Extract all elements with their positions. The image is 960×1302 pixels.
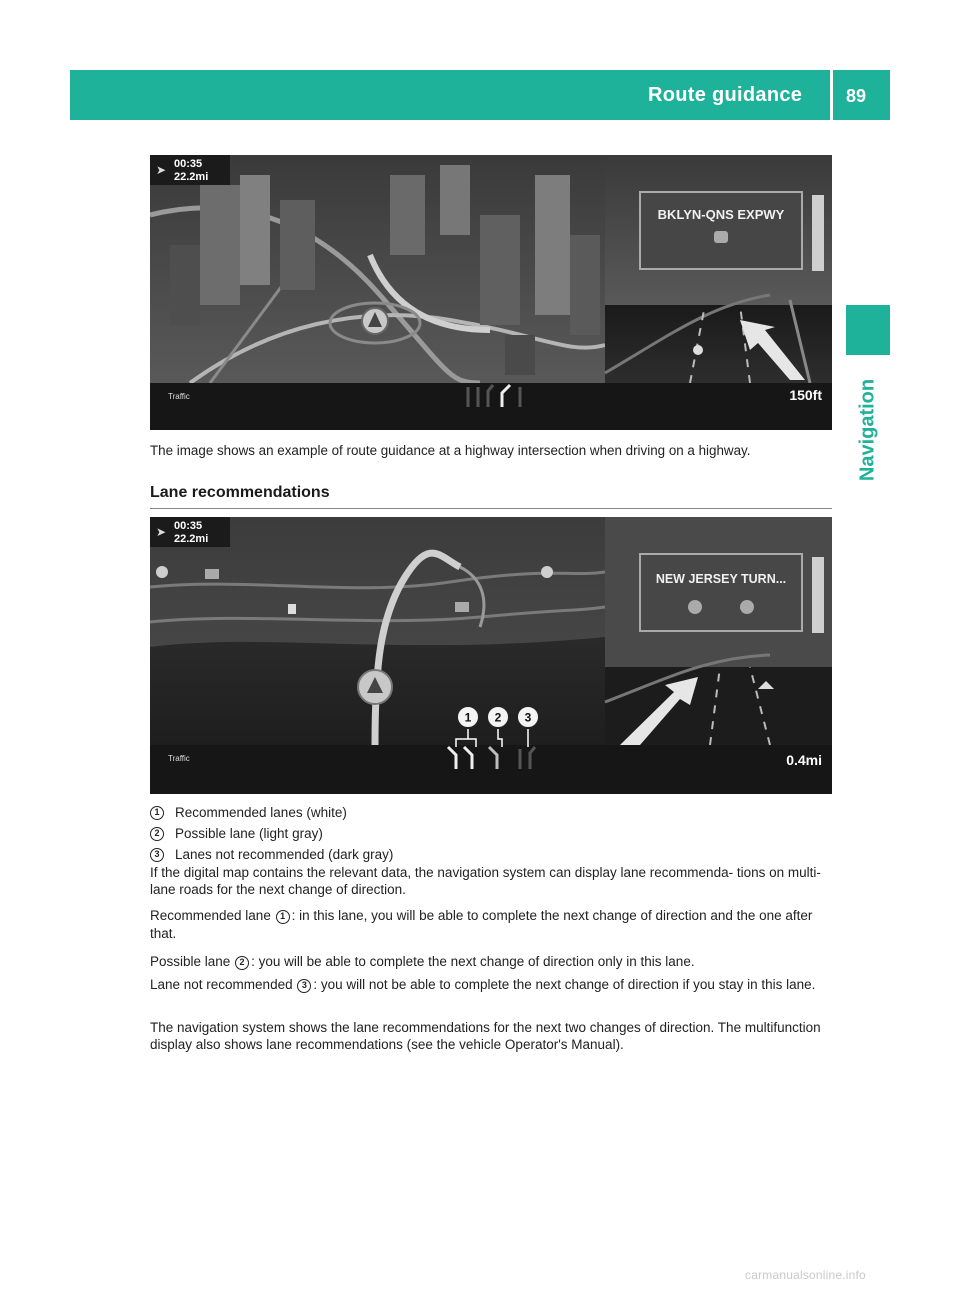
- figure-caption: The image shows an example of route guidance at a highway intersection when driving on a highway.: [150, 443, 751, 458]
- lane-marker-2: [487, 706, 509, 728]
- header-divider: [830, 70, 833, 120]
- side-tab-label: Navigation: [856, 378, 879, 482]
- legend-text: Possible lane (light gray): [175, 826, 323, 841]
- lane-map-image: [150, 517, 832, 794]
- paragraph-text: : you will be able to complete the next change of direction only in this lane.: [251, 954, 695, 969]
- section-rule: [150, 508, 832, 509]
- legend-number-badge: 1: [150, 806, 164, 820]
- paragraph-not-recommended-lane: [150, 976, 836, 994]
- svg-text:➤: ➤: [156, 163, 167, 177]
- svg-text:3: 3: [524, 710, 532, 725]
- page-number: 89: [846, 86, 867, 106]
- legend-text: Lanes not recommended (dark gray): [175, 847, 394, 862]
- distance-readout: 22.2mi: [174, 171, 209, 183]
- svg-text:➤: ➤: [156, 525, 167, 539]
- inline-number-badge: 2: [235, 956, 249, 970]
- bottom-distance: 150ft: [789, 387, 822, 403]
- paragraph-possible-lane: [150, 953, 836, 971]
- paragraph-text: : in this lane, you will be able to complete the next change of direction and the one after that.: [150, 908, 813, 941]
- navigation-screenshot-lanes: [150, 517, 832, 794]
- legend-item: [150, 802, 832, 823]
- section-title: Lane recommendations: [150, 484, 330, 501]
- time-readout: 00:35: [174, 158, 203, 170]
- legend-number-badge: 3: [150, 848, 164, 862]
- legend-item: [150, 844, 832, 865]
- paragraph-text: Lane not recommended: [150, 977, 297, 992]
- highway-map-image: [150, 155, 832, 430]
- bottom-distance: 0.4mi: [786, 752, 822, 768]
- svg-text:2: 2: [494, 710, 502, 725]
- traffic-label: Traffic: [168, 392, 190, 401]
- legend-number-badge: 2: [150, 827, 164, 841]
- svg-text:1: 1: [464, 710, 472, 725]
- paragraph-lane-data: If the digital map contains the relevant data, the navigation system can display lane recommenda- tions on multi-lane roads for the next change of direction.: [150, 865, 821, 897]
- paragraph-text: Possible lane: [150, 954, 235, 969]
- lane-marker-1: [457, 706, 479, 728]
- navigation-screenshot-highway: [150, 155, 832, 430]
- lane-marker-3: [517, 706, 539, 728]
- footer-watermark: carmanualsonline.info: [745, 1268, 866, 1282]
- time-readout: 00:35: [174, 520, 203, 532]
- paragraph-text: Recommended lane: [150, 908, 275, 923]
- traffic-label: Traffic: [168, 754, 190, 763]
- distance-readout: 22.2mi: [174, 533, 209, 545]
- inline-number-badge: 3: [297, 979, 311, 993]
- legend-item: [150, 823, 832, 844]
- side-tab-block: [846, 305, 890, 355]
- legend-list: [150, 802, 832, 865]
- section-header-title: Route guidance: [648, 84, 803, 106]
- paragraph-next-two-changes: The navigation system shows the lane recommendations for the next two changes of direction. The multifunction display also shows lane recommendations (see the vehicle Operator's Manual).: [150, 1020, 821, 1052]
- highway-sign-text: NEW JERSEY TURN...: [655, 572, 787, 586]
- legend-text: Recommended lanes (white): [175, 805, 347, 820]
- highway-sign-text: BKLYN-QNS EXPWY: [657, 207, 785, 222]
- inline-number-badge: 1: [276, 910, 290, 924]
- paragraph-text: : you will not be able to complete the next change of direction if you stay in this lane.: [313, 977, 816, 992]
- paragraph-recommended-lane: [150, 907, 836, 942]
